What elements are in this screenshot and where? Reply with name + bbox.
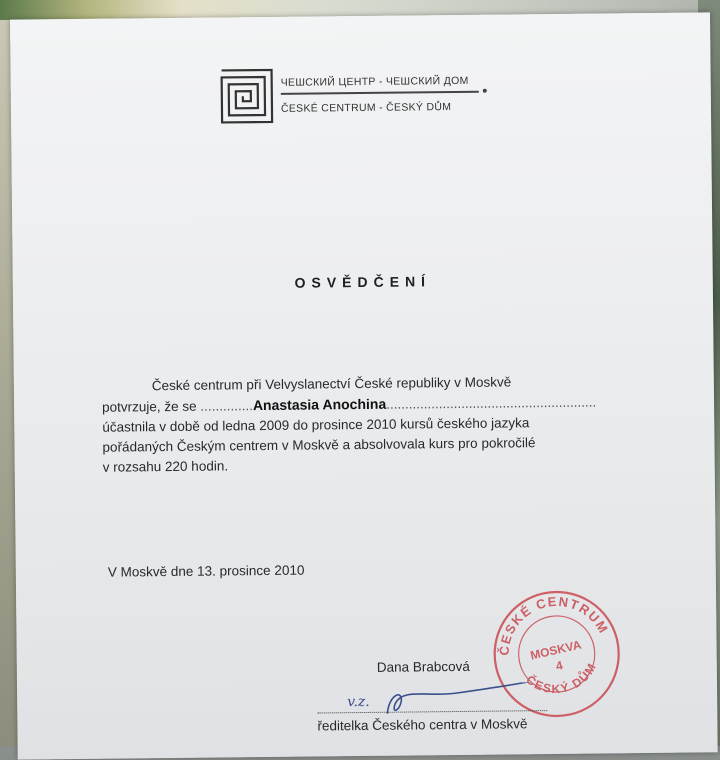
signer-name: Dana Brabcová bbox=[376, 658, 470, 675]
body-line-5: v rozsahu 220 hodin. bbox=[102, 458, 229, 475]
certificate-body bbox=[102, 371, 633, 478]
org-logo bbox=[219, 65, 490, 138]
logo-divider bbox=[281, 91, 479, 95]
stamp-city: MOSKVA bbox=[529, 637, 583, 663]
dots-before-name: .............. bbox=[200, 398, 253, 414]
dots-after-name: ........................................................ bbox=[386, 394, 597, 412]
stamp-number: 4 bbox=[554, 658, 565, 674]
org-name-czech: ČESKÉ CENTRUM - ČESKÝ DŮM bbox=[280, 101, 452, 115]
document-title: OSVĚDČENÍ bbox=[294, 273, 432, 291]
stamp-top-text: ČESKÉ CENTRUM bbox=[496, 593, 612, 656]
participant-name: Anastasia Anochina bbox=[252, 395, 387, 414]
signature-note: v.z. bbox=[347, 693, 370, 711]
signer-role: ředitelka Českého centra v Moskvě bbox=[317, 716, 528, 734]
body-line-2-prefix: potvrzuje, že se bbox=[102, 398, 197, 415]
certificate-paper bbox=[10, 12, 718, 759]
org-name-russian: ЧЕШСКИЙ ЦЕНТР - ЧЕШСКИЙ ДОМ bbox=[280, 74, 469, 89]
body-line-3: účastnila v době od ledna 2009 do prosince 2010 kursů českého jazyka bbox=[102, 415, 530, 435]
issue-date: V Moskvě dne 13. prosince 2010 bbox=[107, 562, 305, 580]
logo-dot bbox=[483, 89, 487, 93]
logo-spiral-icon bbox=[219, 67, 276, 126]
body-line-4: pořádaných Českým centrem v Moskvě a absolvovala kurs pro pokročilé bbox=[102, 435, 536, 455]
body-line-1: České centrum při Velvyslanectví České republiky v Moskvě bbox=[151, 374, 512, 394]
stamp-bottom-text: ČESKÝ DŮM bbox=[523, 659, 600, 697]
